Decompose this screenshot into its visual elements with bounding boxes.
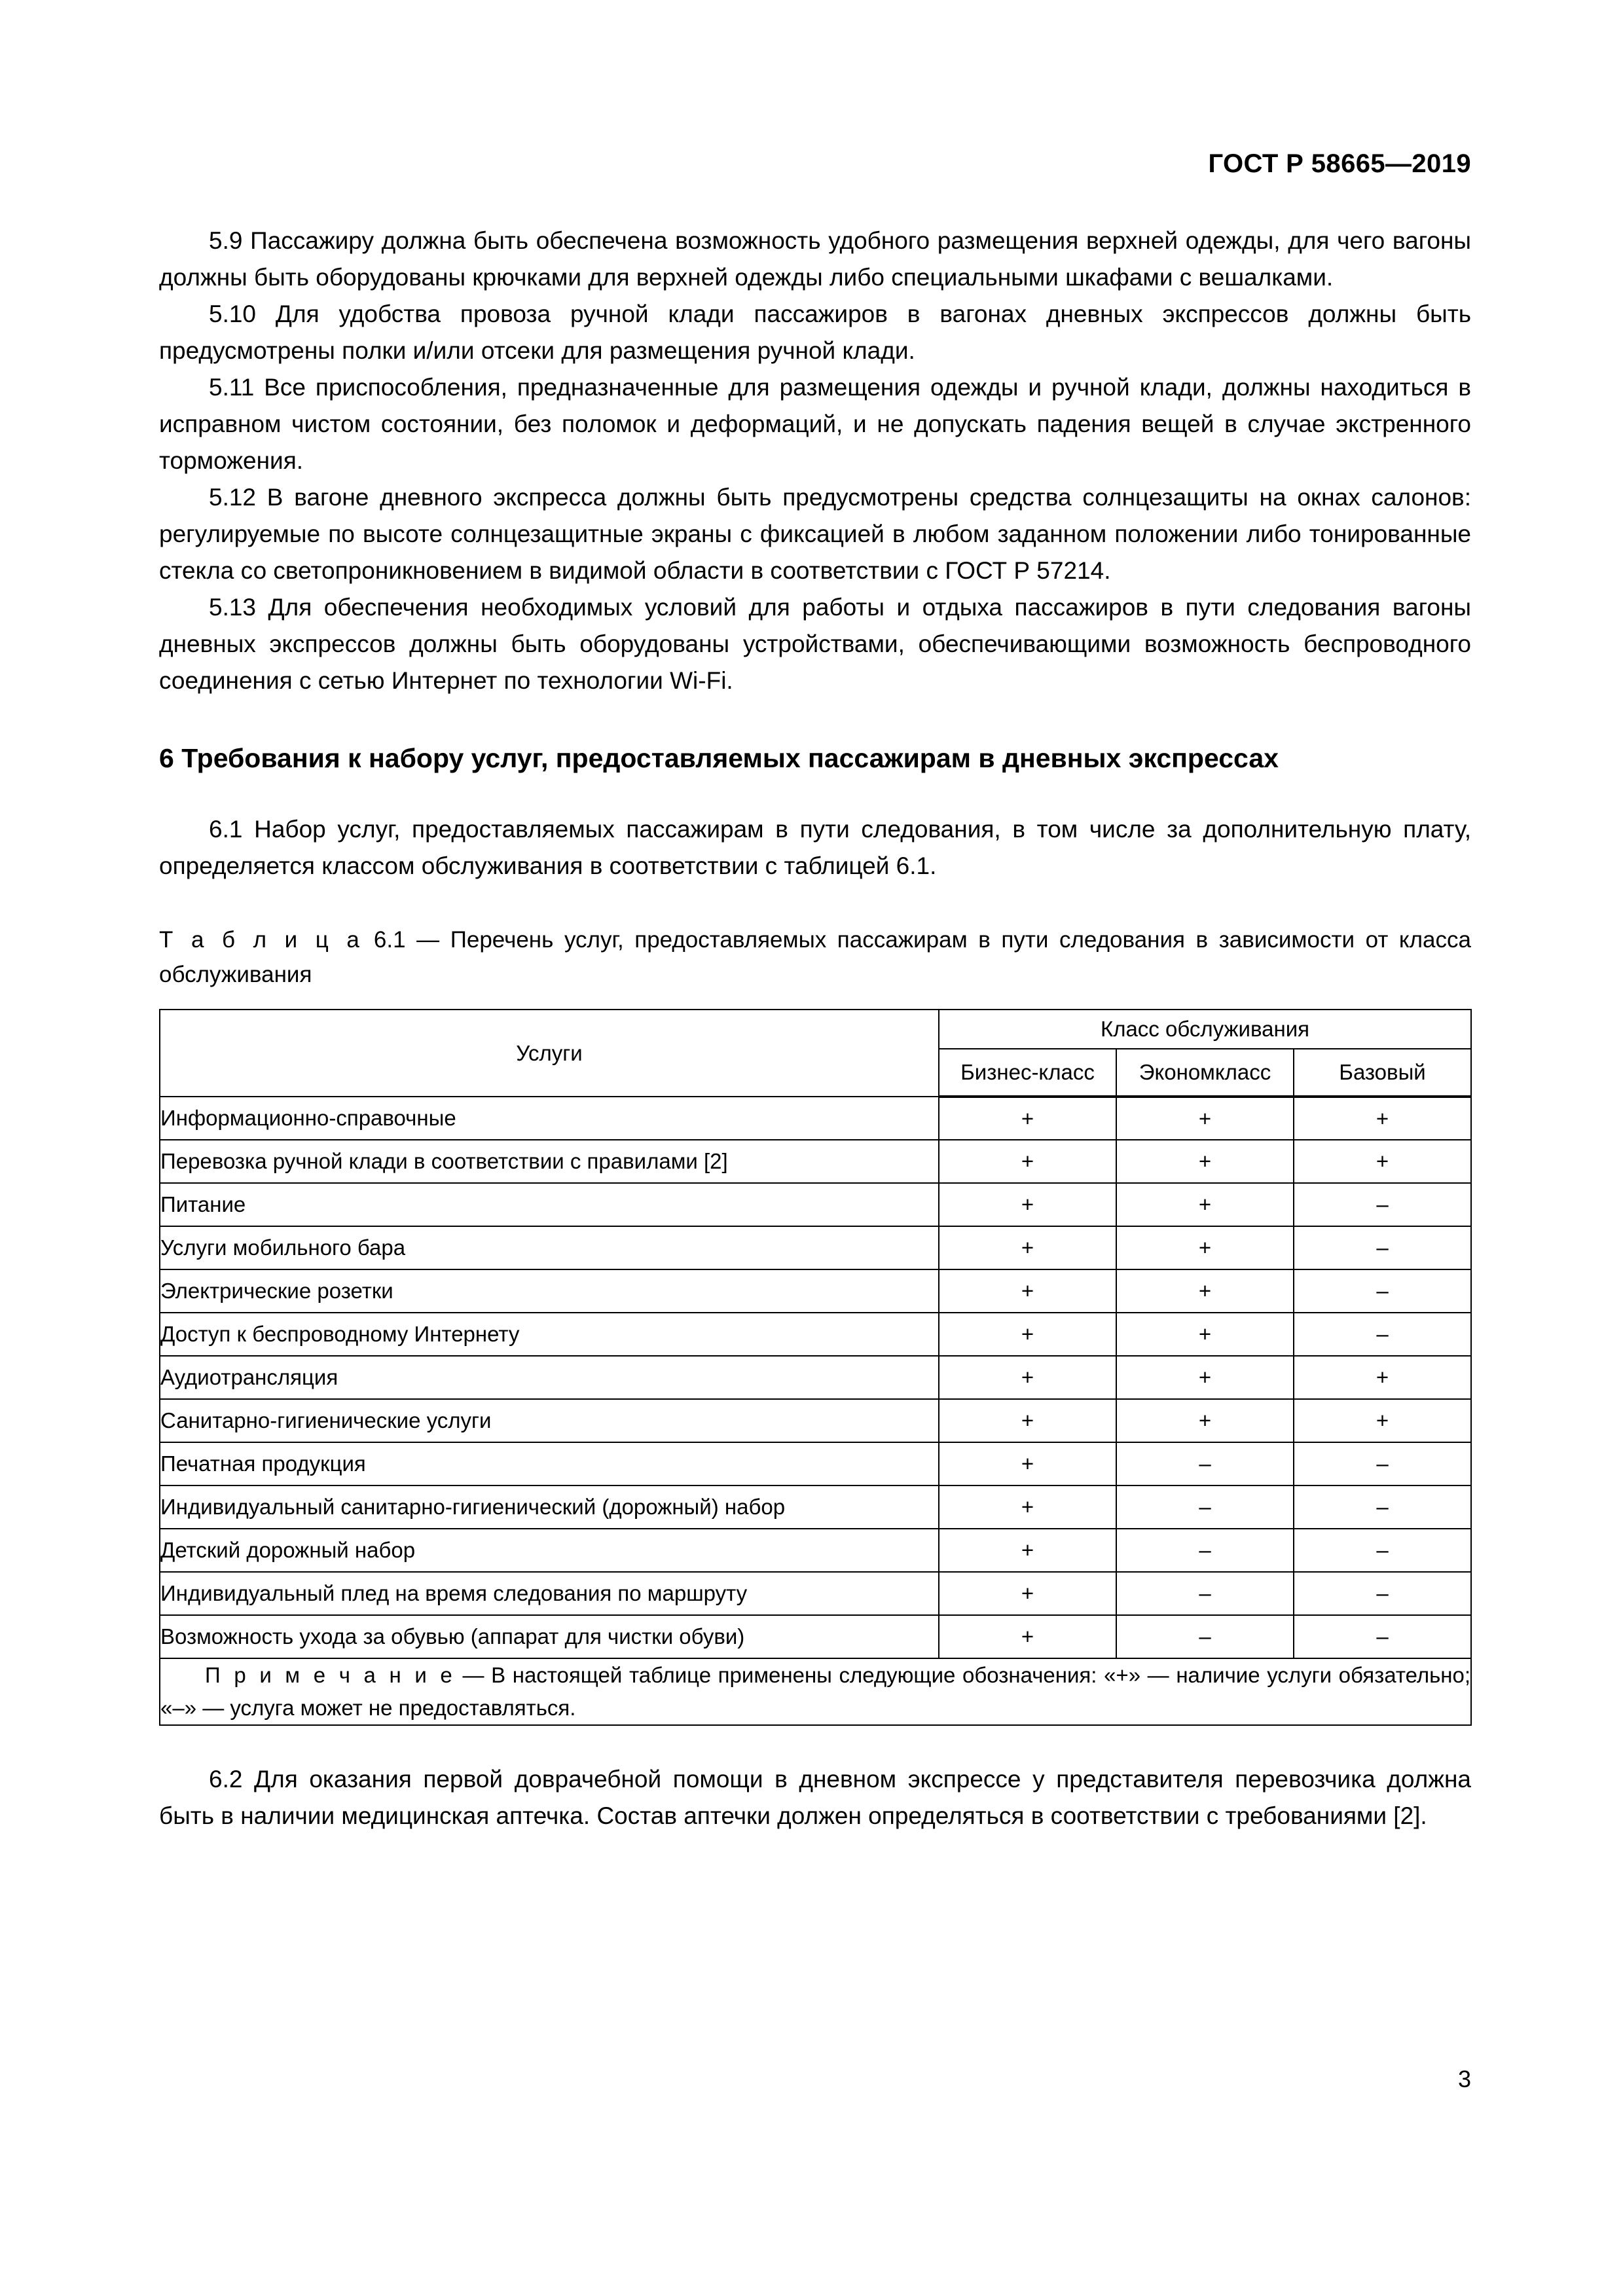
table-note xyxy=(160,1658,1471,1725)
service-label: Аудиотрансляция xyxy=(160,1356,939,1399)
paragraph-6-2-text: 6.2 Для оказания первой доврачебной помощи в дневном экспрессе у представителя перевозчика должна быть в наличии медицинская аптечка. Состав аптечки должен определяться в соответствии с требованиями [2]. xyxy=(159,1766,1471,1829)
mark-economy: + xyxy=(1116,1140,1294,1183)
mark-business: + xyxy=(939,1269,1116,1313)
mark-business: + xyxy=(939,1140,1116,1183)
table-row xyxy=(160,1529,1471,1572)
mark-basic: + xyxy=(1294,1356,1471,1399)
table-row xyxy=(160,1183,1471,1226)
table-header-row-top xyxy=(160,1010,1471,1049)
table-body xyxy=(160,1097,1471,1725)
mark-basic: – xyxy=(1294,1183,1471,1226)
spacer xyxy=(159,1726,1471,1761)
paragraph-5-13 xyxy=(159,589,1471,699)
table-note-label: П р и м е ч а н и е xyxy=(205,1663,456,1687)
spacer xyxy=(159,777,1471,811)
paragraph-6-2 xyxy=(159,1761,1471,1834)
paragraph-6-1 xyxy=(159,811,1471,884)
mark-economy: + xyxy=(1116,1226,1294,1269)
table-note-dash: — xyxy=(462,1663,484,1687)
service-label: Возможность ухода за обувью (аппарат для чистки обуви) xyxy=(160,1615,939,1658)
table-caption-dash: — xyxy=(416,927,440,953)
mark-basic: + xyxy=(1294,1399,1471,1442)
paragraph-5-12 xyxy=(159,479,1471,589)
paragraph-5-10 xyxy=(159,296,1471,369)
paragraph-6-1-text: 6.1 Набор услуг, предоставляемых пассажирам в пути следования, в том числе за дополнительную плату, определяется классом обслуживания в соответствии с таблицей 6.1. xyxy=(159,816,1471,879)
mark-economy: + xyxy=(1116,1269,1294,1313)
service-label: Доступ к беспроводному Интернету xyxy=(160,1313,939,1356)
table-row xyxy=(160,1399,1471,1442)
table-row xyxy=(160,1226,1471,1269)
mark-basic: – xyxy=(1294,1615,1471,1658)
service-label: Информационно-справочные xyxy=(160,1097,939,1140)
service-label: Индивидуальный санитарно-гигиенический (дорожный) набор xyxy=(160,1485,939,1529)
paragraph-5-9 xyxy=(159,223,1471,296)
mark-economy: + xyxy=(1116,1097,1294,1140)
table-row xyxy=(160,1269,1471,1313)
service-label: Печатная продукция xyxy=(160,1442,939,1485)
table-row xyxy=(160,1442,1471,1485)
mark-business: + xyxy=(939,1097,1116,1140)
mark-economy: + xyxy=(1116,1183,1294,1226)
table-note-text: В настоящей таблице применены следующие обозначения: «+» — наличие услуги обязательно; «–» — услуга может не предоставляться. xyxy=(160,1663,1471,1720)
mark-economy: + xyxy=(1116,1313,1294,1356)
running-header-standard-number: ГОСТ Р 58665—2019 xyxy=(1208,149,1471,178)
mark-economy: – xyxy=(1116,1529,1294,1572)
mark-business: + xyxy=(939,1399,1116,1442)
table-caption xyxy=(159,922,1471,992)
table-row xyxy=(160,1097,1471,1140)
paragraph-5-12-text: 5.12 В вагоне дневного экспресса должны быть предусмотрены средства солнцезащиты на окнах салонов: регулируемые по высоте солнцезащитные экраны с фиксацией в любом заданном положении либо тонированные стекла со светопроникновением в видимой области в соответствии с ГОСТ Р 57214. xyxy=(159,484,1471,584)
mark-economy: – xyxy=(1116,1485,1294,1529)
mark-basic: – xyxy=(1294,1485,1471,1529)
paragraph-5-11 xyxy=(159,369,1471,479)
mark-business: + xyxy=(939,1615,1116,1658)
spacer xyxy=(159,699,1471,740)
page-content xyxy=(159,223,1471,1834)
mark-basic: – xyxy=(1294,1442,1471,1485)
service-label: Электрические розетки xyxy=(160,1269,939,1313)
service-label: Услуги мобильного бара xyxy=(160,1226,939,1269)
table-note-row xyxy=(160,1658,1471,1725)
service-label: Перевозка ручной клади в соответствии с правилами [2] xyxy=(160,1140,939,1183)
column-header-service: Услуги xyxy=(160,1010,939,1097)
mark-basic: – xyxy=(1294,1529,1471,1572)
mark-business: + xyxy=(939,1226,1116,1269)
mark-basic: + xyxy=(1294,1097,1471,1140)
mark-business: + xyxy=(939,1485,1116,1529)
spacer xyxy=(159,884,1471,922)
mark-economy: + xyxy=(1116,1399,1294,1442)
table-row xyxy=(160,1356,1471,1399)
column-header-basic-class: Базовый xyxy=(1294,1049,1471,1097)
paragraph-5-13-text: 5.13 Для обеспечения необходимых условий для работы и отдыха пассажиров в пути следования вагоны дневных экспрессов должны быть оборудованы устройствами, обеспечивающими возможность беспроводного соединения с сетью Интернет по технологии Wi-Fi. xyxy=(159,594,1471,694)
service-label: Питание xyxy=(160,1183,939,1226)
table-row xyxy=(160,1572,1471,1615)
mark-business: + xyxy=(939,1442,1116,1485)
table-row xyxy=(160,1140,1471,1183)
mark-basic: – xyxy=(1294,1226,1471,1269)
footer-page-number: 3 xyxy=(1457,2066,1471,2092)
paragraph-5-9-text: 5.9 Пассажиру должна быть обеспечена возможность удобного размещения верхней одежды, для чего вагоны должны быть оборудованы крючками для верхней одежды либо специальными шкафами с вешалками. xyxy=(159,227,1471,291)
mark-economy: – xyxy=(1116,1615,1294,1658)
column-header-economy-class: Экономкласс xyxy=(1116,1049,1294,1097)
table-caption-number: 6.1 xyxy=(373,927,406,953)
mark-economy: – xyxy=(1116,1572,1294,1615)
column-header-business-class: Бизнес-класс xyxy=(939,1049,1116,1097)
service-label: Санитарно-гигиенические услуги xyxy=(160,1399,939,1442)
paragraph-5-11-text: 5.11 Все приспособления, предназначенные для размещения одежды и ручной клади, должны находиться в исправном чистом состоянии, без поломок и деформаций, и не допускать падения вещей в случае экстренного торможения. xyxy=(159,374,1471,474)
mark-business: + xyxy=(939,1313,1116,1356)
mark-business: + xyxy=(939,1356,1116,1399)
mark-basic: – xyxy=(1294,1269,1471,1313)
mark-basic: + xyxy=(1294,1140,1471,1183)
table-row xyxy=(160,1485,1471,1529)
mark-basic: – xyxy=(1294,1572,1471,1615)
mark-business: + xyxy=(939,1529,1116,1572)
paragraph-5-10-text: 5.10 Для удобства провоза ручной клади пассажиров в вагонах дневных экспрессов должны быть предусмотрены полки и/или отсеки для размещения ручной клади. xyxy=(159,301,1471,364)
column-header-class-group: Класс обслуживания xyxy=(939,1010,1471,1049)
table-row xyxy=(160,1615,1471,1658)
mark-business: + xyxy=(939,1572,1116,1615)
mark-business: + xyxy=(939,1183,1116,1226)
table-row xyxy=(160,1313,1471,1356)
table-caption-label: Т а б л и ц а xyxy=(159,927,363,953)
mark-basic: – xyxy=(1294,1313,1471,1356)
service-label: Детский дорожный набор xyxy=(160,1529,939,1572)
table-caption-text: Перечень услуг, предоставляемых пассажирам в пути следования в зависимости от класса обслуживания xyxy=(159,927,1471,987)
mark-economy: – xyxy=(1116,1442,1294,1485)
services-by-class-table xyxy=(159,1009,1472,1726)
mark-economy: + xyxy=(1116,1356,1294,1399)
service-label: Индивидуальный плед на время следования по маршруту xyxy=(160,1572,939,1615)
spacer xyxy=(159,992,1471,1009)
table-header xyxy=(160,1010,1471,1097)
section-heading-6: 6 Требования к набору услуг, предоставляемых пассажирам в дневных экспрессах xyxy=(159,743,1279,773)
